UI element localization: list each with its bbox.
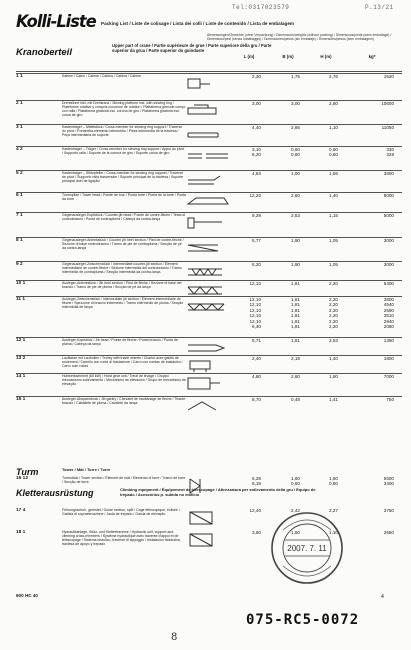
- item-description: Drehbühne inkl. mit Drehkranz / Slewing platform incl. with slewing ring / Plateforme rotative y compris couronne de rotation / Piattaforma girevole compr. con ralla / Plataforma giratoria incl. corona de giro / Plataforma giratória incl. coroa de giro: [62, 101, 186, 118]
- item-number: 12 1: [16, 338, 26, 343]
- item-length: 4,83: [252, 171, 261, 176]
- item-number: 1 1: [16, 74, 23, 79]
- item-description: Turmstück / Tower section / Élément de mât / Elemento di torre / Tramo de torre / Secção de torre: [62, 476, 186, 485]
- item-height: 2,80: [329, 101, 338, 106]
- item-sketch: [186, 126, 230, 144]
- row-divider: [16, 192, 402, 193]
- item-description: Kastenträger – Mittelstück / Cross-member for slewing ring support / Traverse du pivot / Portanella-elemento intermedio / Pieza intermedia de la traviesa / Peça intermediária de suporte: [62, 125, 183, 138]
- item-width: 2,19: [291, 356, 300, 361]
- item-sketch: [186, 298, 230, 316]
- item-height: 1,05: [329, 262, 338, 267]
- item-description: Hydraulikanlage, Stütz- und Klettertraverse / Hydraulic unit, support and climbing cross-members / Système hydraulique avec traverse d'appui et de télescopage / Sistema idraulico, traverse di appoggio / Instalación hidráulica, traviesa de apoyo y trepado: [62, 530, 181, 547]
- row-divider: [16, 73, 402, 74]
- divider: [16, 71, 402, 72]
- item-width: 2,53: [291, 213, 300, 218]
- item-weight: 5500 3400: [383, 476, 394, 487]
- item-width: 1,00: [291, 171, 300, 176]
- item-description: Kastenträger – Stützpfeiler / Cross-member for slewing ring support / Traverse de pivot / Supporto ralla trasversale / Soporte principal de la traviesa / Suporte principal anel de ligação: [62, 171, 184, 184]
- row-divider: [16, 212, 402, 213]
- official-stamp: [269, 510, 345, 586]
- item-weight: 3800 4540 2590 3510 2940 2080: [383, 297, 394, 330]
- item-weight: 1800: [383, 356, 394, 361]
- item-number: 17 4: [16, 508, 26, 513]
- item-height: 2,20 2,20 2,20 2,20 2,20 2,20: [329, 297, 338, 330]
- item-description: Führungsschuh, gerüstet / Guide section, split / Cage télescopique, éclisée / Gabbia di sopraelevazione / Jaula de trepado / Gaiola de elevação: [62, 508, 180, 517]
- column-length: L (m): [243, 54, 255, 59]
- item-sketch: [186, 148, 230, 166]
- item-number: 6 1: [16, 193, 23, 198]
- item-length: 4,40: [252, 125, 261, 130]
- item-sketch: [186, 75, 230, 93]
- item-sketch: [186, 172, 230, 190]
- item-length: 8,20: [252, 262, 261, 267]
- item-sketch: [186, 531, 230, 549]
- item-length: 3,00: [252, 101, 261, 106]
- item-length: 12,40: [249, 508, 261, 513]
- item-description: Ausleger-Abspannbock / Jib gantry / Chevalet de haubanage de flèche / Tirante braccio / Caballete de pluma / Cavalete da lança: [62, 397, 186, 406]
- item-weight: 1520: [383, 74, 394, 79]
- row-divider: [16, 146, 402, 147]
- item-sketch: [186, 263, 230, 281]
- item-width: 1,81: [291, 338, 300, 343]
- item-weight: 2650: [383, 530, 394, 535]
- item-height: 1,80: [329, 374, 338, 379]
- row-divider: [16, 170, 402, 171]
- item-description: Ausleger-Kopfstück / Jib head / Pointe de flèche / Punta braccio / Punta de pluma / Cabeça da lança: [62, 338, 178, 347]
- row-divider: [16, 124, 402, 125]
- row-divider: [16, 280, 402, 281]
- item-length: 2,40: [252, 356, 261, 361]
- item-description: Gegenausleger-Zwischenstück / Intermediate counter-jib section / Élément intermédiaire de contre-flèche / Sezione intermedia del controbraccio / Tramo intermedio de contrapluma / Secção intermédia da contra-lança: [62, 262, 182, 275]
- item-width: 1,81 1,81 1,81 1,81 1,81 1,81: [291, 297, 300, 330]
- item-height: 2,76: [329, 74, 338, 79]
- row-divider: [16, 296, 402, 297]
- item-number: 3 1: [16, 125, 23, 130]
- item-weight: 5000: [383, 213, 394, 218]
- item-width: 2,42: [291, 508, 300, 513]
- item-weight: 3000: [383, 262, 394, 267]
- item-weight: 3800: [383, 171, 394, 176]
- row-divider: [16, 355, 402, 356]
- item-number: 2 1: [16, 101, 23, 106]
- item-description: Laufkatze mit Laufrollen / Trolley with travel wheels / Chariot avec galets de roulement / Carrello con ruote di traslazione / Carro con ruedas de traslación / Carro com rodas: [62, 356, 183, 369]
- item-description: Gegenausleger-Anlenkstück / Counter-jib heel section / Pied de contre-flèche / Sezione di base controbraccio / Tramo de pie de contrapluma / Secção de pé da contra-lança: [62, 238, 184, 251]
- item-sketch: [186, 398, 230, 416]
- item-length: 8,70: [252, 397, 261, 402]
- item-length: 9,29: [252, 213, 261, 218]
- item-weight: 8000: [383, 193, 394, 198]
- row-divider: [16, 100, 402, 101]
- section-header: [16, 43, 401, 71]
- item-description: Ausleger-Zwischenstück / Intermediate jib section / Élément intermédiaire de flèche / Spezzone di braccio intermedio / Tramo intermedio de pluma / Secção intermédia de lança: [62, 297, 184, 310]
- item-height: 1,60 0,60: [329, 476, 338, 487]
- item-number: 11 1: [16, 297, 26, 302]
- item-length: 5,71: [252, 338, 261, 343]
- item-height: 2,20: [329, 281, 338, 286]
- climbing-section-subtitle: Climbing equipment / Équipement de télescopage / Attrezzatura per sollevamento della gru / Equipo de trepado / Acessórios p. subida no edifício: [120, 487, 316, 497]
- item-description: Ausleger-Anlenkstück / Jib heel section / Pied de flèche / Sezione di base del braccio / Tramo de pie de pluma / Secção de pé da lança: [62, 281, 182, 290]
- item-width: 1,81: [291, 281, 300, 286]
- document-number: 075-RC5-0072: [246, 612, 360, 628]
- item-width: 1,90: [291, 238, 300, 243]
- item-description: Turmspitze / Tower head / Pointe de tour / Punta torre / Punta de la torre / Ponta da torre: [62, 193, 186, 202]
- item-length: 3,10 6,20: [252, 147, 261, 158]
- item-number: 15 1: [16, 397, 26, 402]
- item-weight: 330 328: [386, 147, 394, 158]
- item-width: 0,48: [291, 397, 300, 402]
- item-width: 2,66: [291, 125, 300, 130]
- multilingual-header: Abmessungen/Gewichte (ohne Verpackung) / Dimensions/weights (without packing) / Dimensions/poids (sans emballage) / Dimensioni/pesi (senza imballaggio) / Dimensiones/pesos (sin embalaje) / Dimensões/pesos (sem embalagem): [207, 33, 392, 41]
- section-title: Kranoberteil: [16, 47, 72, 58]
- section-subtitle: Upper part of crane / Partie supérieure de grue / Parte superiore della gru / Parte superior da grua / Parte superior do guindaste: [112, 43, 272, 53]
- item-weight: 3000: [383, 238, 394, 243]
- row-divider: [16, 261, 402, 262]
- item-weight: 7000: [383, 374, 394, 379]
- row-divider: [16, 237, 402, 238]
- climbing-section-title: Kletterausrüstung: [16, 488, 94, 498]
- item-width: 3,00: [291, 101, 300, 106]
- item-length: 2,30: [252, 74, 261, 79]
- item-length: 4,80: [252, 374, 261, 379]
- item-weight: 750: [386, 397, 394, 402]
- item-width: 1,75: [291, 74, 300, 79]
- item-height: 1,15: [329, 213, 338, 218]
- item-width: 2,60: [291, 374, 300, 379]
- item-number: 9 2: [16, 262, 23, 267]
- item-sketch: [186, 214, 230, 232]
- item-number: 13 2: [16, 356, 26, 361]
- fax-header-right: P.13/21: [365, 4, 394, 11]
- item-height: 1,05: [329, 238, 338, 243]
- item-width: 1,90: [291, 262, 300, 267]
- row-divider: [16, 337, 402, 338]
- item-description: Kastenträger – Träger / Cross-member for slewing ring support / Appui du pivot / Supporto ralla / Soporte de la corona de giro / Suporte coroa de giro: [62, 147, 185, 156]
- item-height: 2,27: [329, 508, 338, 513]
- document-title: Packing List / Liste de colisage / Lista dei colli / Liste de contenido / Lista de embalagem: [101, 21, 294, 26]
- item-height: 0,60 0,60: [329, 147, 338, 158]
- item-weight: 1350: [383, 338, 394, 343]
- row-divider: [16, 396, 402, 397]
- item-length: 3,60: [252, 530, 261, 535]
- item-height: 2,53: [329, 338, 338, 343]
- tower-section-title: Turm: [16, 467, 39, 477]
- column-width: B (m): [282, 54, 294, 59]
- item-weight: 3750: [383, 508, 394, 513]
- item-weight: 11050: [381, 125, 394, 130]
- tower-section-subtitle: Tower / Mât / Torre / Torre: [62, 467, 111, 472]
- item-height: 1,40: [329, 356, 338, 361]
- handwritten-mark: 8: [171, 632, 178, 643]
- item-height: 1,55: [329, 171, 338, 176]
- item-width: 1,60: [291, 530, 300, 535]
- item-sketch: [186, 239, 230, 257]
- item-height: 1,41: [329, 397, 338, 402]
- item-sketch: [186, 375, 230, 393]
- item-height: 1,10: [329, 125, 338, 130]
- item-weight: 5400: [383, 281, 394, 286]
- item-description: Gegenausleger-Kopfstück / Counter-jib head / Pointe de contre-flèche / Testa di controbraccio / Punta de contrapluma / Cabeça da contra-lança: [62, 213, 186, 222]
- item-number: 16 12: [16, 476, 29, 481]
- item-length: 6,28 6,19: [252, 476, 261, 487]
- item-width: 1,60 0,60: [291, 476, 300, 487]
- item-length: 5,77: [252, 238, 261, 243]
- item-description: Kabine / Cabin / Cabine / Cabina / Cabina / Cabine: [62, 74, 141, 78]
- column-height: H (m): [320, 54, 332, 59]
- item-number: 14 1: [16, 374, 26, 379]
- document-logo: Kolli-Liste: [16, 12, 96, 32]
- item-sketch: [186, 102, 230, 120]
- column-weight: kg*: [368, 54, 376, 59]
- row-divider: [16, 373, 402, 374]
- page-number: 4: [381, 594, 384, 600]
- item-width: 0,60 0,60: [291, 147, 300, 158]
- stamp-date: 2007. 7. 11: [287, 544, 327, 553]
- footer-code: 600 HC 40: [16, 593, 38, 598]
- item-sketch: [186, 194, 230, 212]
- item-sketch: [186, 509, 230, 527]
- item-number: 4 2: [16, 147, 23, 152]
- item-length: 12,10: [249, 281, 261, 286]
- item-weight: 10600: [381, 101, 394, 106]
- item-height: 1,40: [329, 193, 338, 198]
- item-number: 5 2: [16, 171, 23, 176]
- fax-header-left: Tel:0317023579: [232, 4, 290, 11]
- item-width: 2,60: [291, 193, 300, 198]
- item-length: 12,10 12,10 12,10 12,10 12,10 6,40: [249, 297, 261, 330]
- item-length: 12,20: [249, 193, 261, 198]
- item-description: Hubwerkseinheit (60 kW) / Hoist gear unit / Treuil de levage / Gruppo meccanismo sollevamento / Mecanismo de elevación / Grupo de mecanismo de elevação: [62, 374, 186, 387]
- item-number: 8 1: [16, 238, 23, 243]
- item-number: 10 1: [16, 281, 26, 286]
- item-height: 1,10: [329, 530, 338, 535]
- item-number: 7 1: [16, 213, 23, 218]
- item-number: 18 1: [16, 530, 26, 535]
